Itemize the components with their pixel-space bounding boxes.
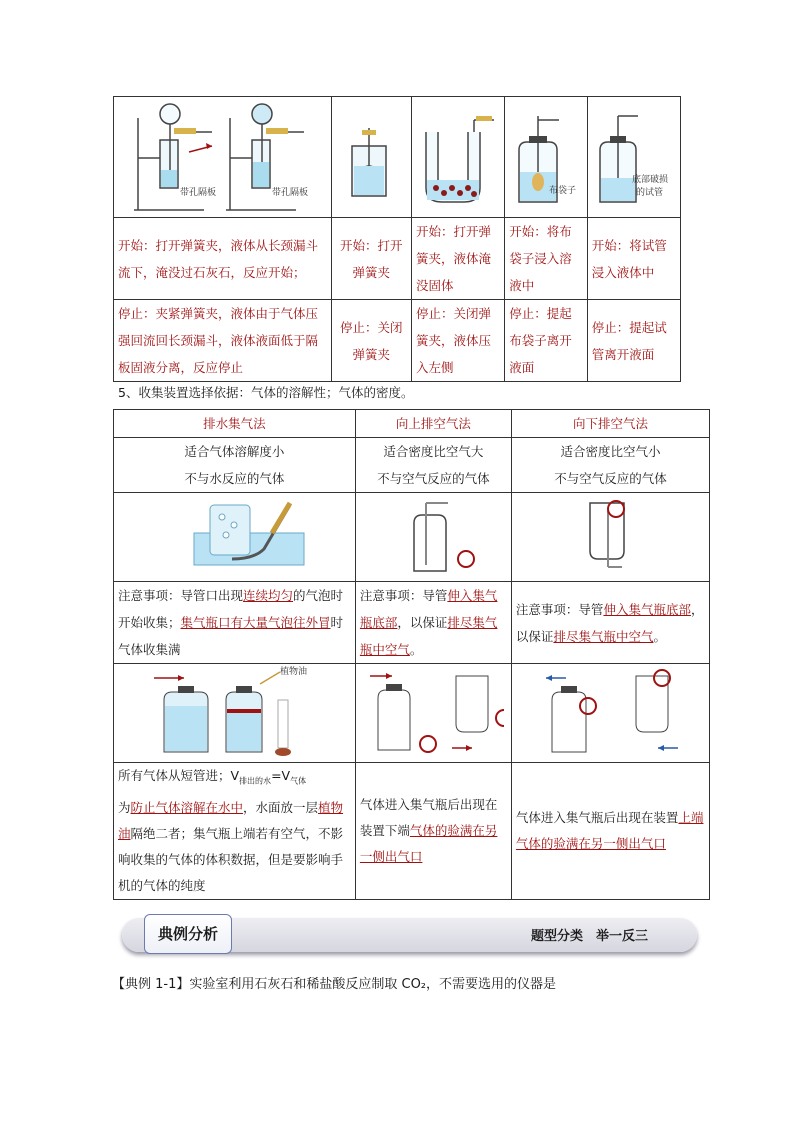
section-badge: 典例分析 <box>144 914 232 954</box>
note-text: ，以保证 <box>397 615 448 630</box>
collection-table <box>113 409 710 900</box>
bottom-highlight: 气体的验满在另一侧出气口 <box>359 822 498 864</box>
note-text: 时气体收集满 <box>118 615 344 657</box>
broken-tube-label-2: 的试管 <box>635 188 663 198</box>
suit-line: 不与水反应的气体 <box>184 471 285 486</box>
note-water <box>114 582 356 664</box>
bottom-water <box>114 763 356 900</box>
note-text: 。 <box>409 642 423 657</box>
note-highlight: 伸入集气瓶底部 <box>603 601 691 617</box>
suit-line: 适合气体溶解度小 <box>184 444 285 459</box>
subscript: 气体 <box>290 776 307 786</box>
u-tube-apparatus-image <box>411 97 504 218</box>
start-cell-3: 开始：打开弹簧夹，液体淹没固体 <box>411 218 504 300</box>
plate-label-1: 带孔隔板 <box>180 188 217 198</box>
bottom-highlight: 防止气体溶解在水中 <box>130 799 244 815</box>
suit-water <box>114 438 356 493</box>
stop-cell-3: 停止：关闭弹簧夹，液体压入左侧 <box>411 300 504 382</box>
bottom-upward <box>355 763 511 900</box>
bottom-text: 为 <box>118 799 131 815</box>
bag-label: 布袋子 <box>549 186 577 196</box>
bottom-text: 所有气体从短管进；V <box>118 768 240 783</box>
bottom-highlight: 上端气体的验满在另一侧出气口 <box>515 809 704 851</box>
oil-label: 植物油 <box>280 667 308 677</box>
water-method-image <box>114 493 356 582</box>
plate-label-2: 带孔隔板 <box>272 188 309 198</box>
kipp-apparatus-image <box>114 97 332 218</box>
collection-basis-note: 5、收集装置选择依据：气体的溶解性；气体的密度。 <box>118 385 414 400</box>
stop-cell-1: 停止：夹紧弹簧夹，液体由于气体压强回流回长颈漏斗，液体液面低于隔板固液分离，反应停止 <box>114 300 332 382</box>
downward-arrow-image <box>511 664 709 763</box>
note-upward <box>355 582 511 664</box>
bottom-downward <box>511 763 709 900</box>
header-water: 排水集气法 <box>114 410 356 438</box>
section-subtitle: 题型分类 举一反三 <box>531 929 649 944</box>
note-highlight: 伸入集气瓶底部 <box>359 588 498 630</box>
bottom-text: 气体进入集气瓶后出现在装置下端 <box>359 796 498 838</box>
subscript: 排出的水 <box>239 776 272 786</box>
suit-upward <box>355 438 511 493</box>
broken-tube-label-1: 底部破损 <box>631 175 668 185</box>
suit-line: 适合密度比空气小 <box>560 444 661 459</box>
bottom-text: 气体进入集气瓶后出现在装置 <box>515 809 679 825</box>
water-oil-image <box>114 664 356 763</box>
upward-arrow-image <box>355 664 511 763</box>
note-highlight: 集气瓶口有大量气泡往外冒 <box>180 615 331 630</box>
note-text: ，以保证 <box>515 601 704 644</box>
start-cell-2: 开始：打开弹簧夹 <box>331 218 411 300</box>
beaker-apparatus-image <box>331 97 411 218</box>
note-downward <box>511 582 709 664</box>
bottom-highlight: 植物油 <box>118 799 344 841</box>
note-highlight: 排尽集气瓶中空气 <box>359 615 498 657</box>
stop-cell-2: 停止：关闭弹簧夹 <box>331 300 411 382</box>
suit-downward <box>511 438 709 493</box>
note-highlight: 排尽集气瓶中空气 <box>553 628 654 644</box>
bottom-text: 隔绝二者；集气瓶上端若有空气，不影响收集的气体的体积数据，但是要影响手机的气体的纯度 <box>118 825 344 893</box>
start-cell-5: 开始：将试管浸入液体中 <box>587 218 680 300</box>
note-text: 注意事项：导管口出现 <box>118 588 244 603</box>
suit-line: 不与空气反应的气体 <box>377 471 490 486</box>
broken-tube-apparatus-image <box>587 97 680 218</box>
example-question: 【典例 1-1】实验室利用石灰石和稀盐酸反应制取 CO₂，不需要选用的仪器是 <box>112 977 557 992</box>
note-text: 注意事项：导管 <box>515 601 604 617</box>
note-text: 的气泡时开始收集； <box>118 588 344 630</box>
suit-line: 不与空气反应的气体 <box>554 471 667 486</box>
stop-cell-4: 停止：提起布袋子离开液面 <box>505 300 588 382</box>
start-cell-1: 开始：打开弹簧夹，液体从长颈漏斗流下，淹没过石灰石，反应开始； <box>114 218 332 300</box>
header-downward: 向下排空气法 <box>511 410 709 438</box>
stop-cell-5: 停止：提起试管离开液面 <box>587 300 680 382</box>
note-text: 注意事项：导管 <box>359 588 448 603</box>
header-upward: 向上排空气法 <box>355 410 511 438</box>
suit-line: 适合密度比空气大 <box>383 444 484 459</box>
bottom-text: ，水面放一层 <box>243 799 319 815</box>
upward-method-image <box>355 493 511 582</box>
start-cell-4: 开始：将布袋子浸入溶液中 <box>505 218 588 300</box>
note-highlight: 连续均匀 <box>243 588 294 603</box>
note-text: 。 <box>653 628 666 644</box>
device-table <box>113 96 681 382</box>
bag-apparatus-image <box>505 97 588 218</box>
downward-method-image <box>511 493 709 582</box>
bottom-text: =V <box>271 768 291 783</box>
